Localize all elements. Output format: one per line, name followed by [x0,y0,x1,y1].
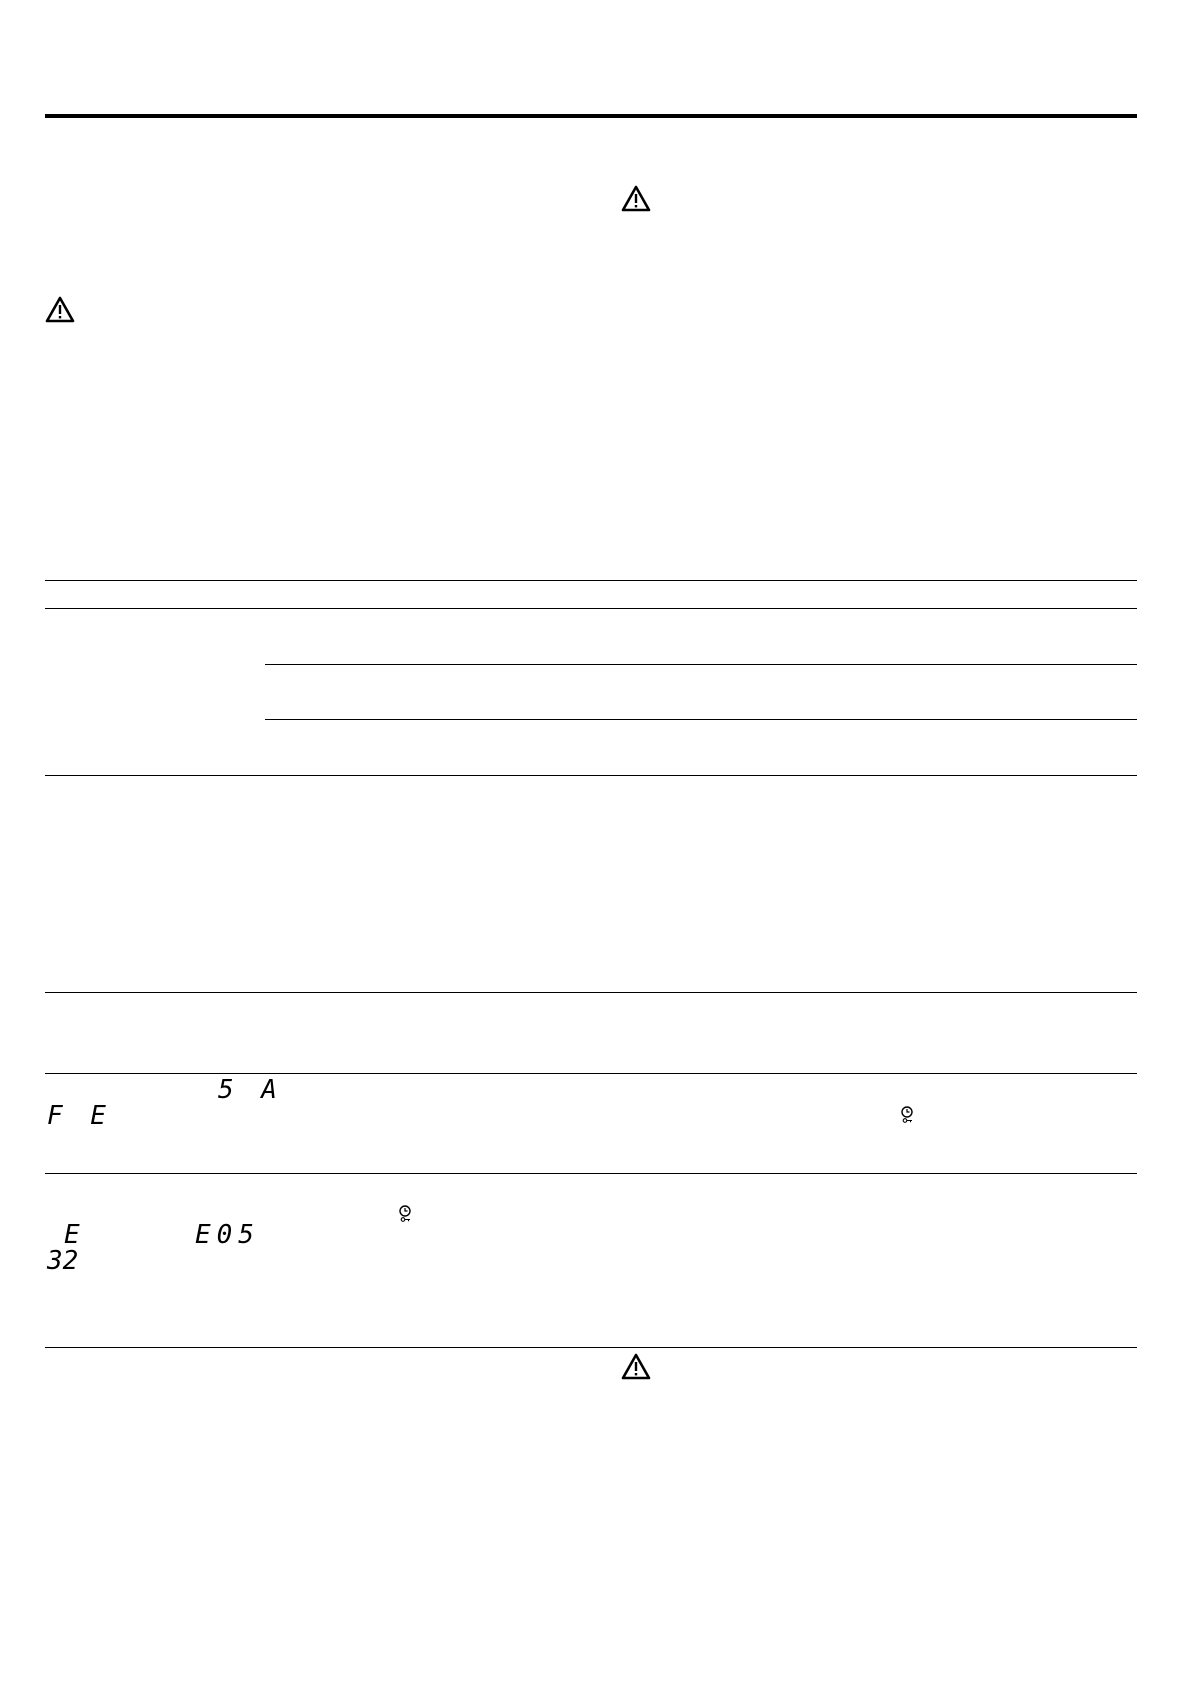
table-subrow-rule [265,664,1137,665]
table-row-rule [45,1073,1137,1074]
display-code: 5 A [218,1075,283,1105]
warning-triangle-icon [45,296,75,323]
table-subrow-rule [265,719,1137,720]
warning-triangle-icon [621,185,651,212]
header-rule [45,114,1137,118]
table-row-rule [45,1173,1137,1174]
timer-lock-icon [900,1106,914,1124]
display-code: E05 [195,1220,260,1250]
display-code: F E [47,1101,112,1131]
table-row-rule [45,992,1137,993]
table-header-rule [45,608,1137,609]
table-bottom-rule [45,1347,1137,1348]
timer-lock-icon [398,1205,412,1223]
table-row-rule [45,775,1137,776]
display-code: 32 [47,1246,79,1276]
display-code: E [64,1220,86,1250]
table-top-rule [45,580,1137,581]
warning-triangle-icon [621,1353,651,1380]
